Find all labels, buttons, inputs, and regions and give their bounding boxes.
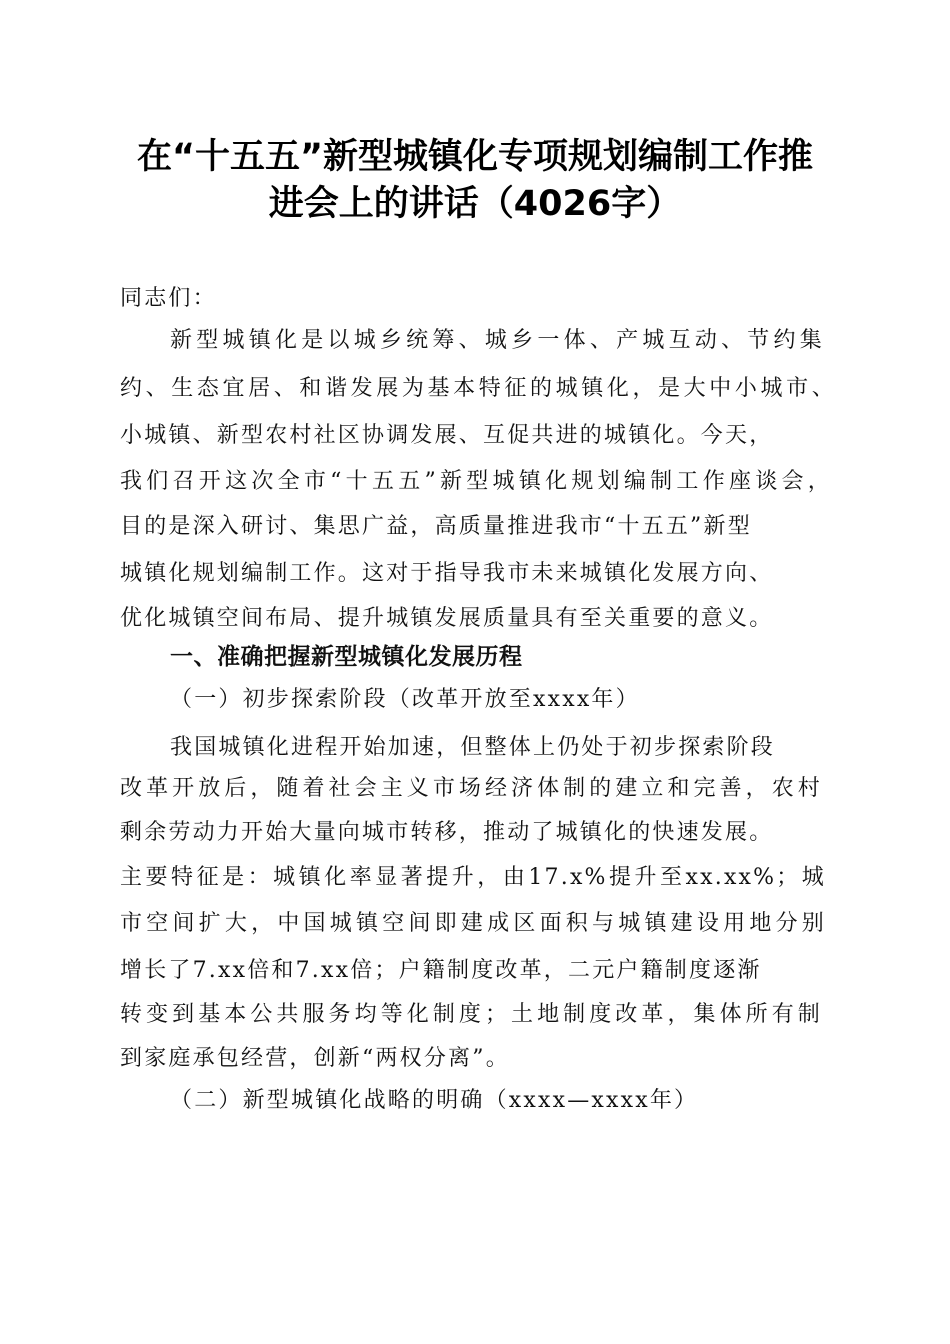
para1-line-6: 城镇化规划编制工作。这对于指导我市未来城镇化发展方向、	[120, 561, 774, 586]
para1-line-1: 新型城镇化是以城乡统筹、城乡一体、产城互动、节约集	[170, 328, 824, 353]
para1-line-7: 优化城镇空间布局、提升城镇发展质量具有至关重要的意义。	[120, 606, 774, 631]
section-heading-1: 一、准确把握新型城镇化发展历程	[170, 644, 523, 670]
para2-line-4: 主要特征是：城镇化率显著提升，由17.x%提升至xx.xx%；城	[120, 865, 826, 890]
para1-line-5: 目的是深入研讨、集思广益，高质量推进我市“十五五”新型	[120, 514, 752, 539]
para1-line-2: 约、生态宜居、和谐发展为基本特征的城镇化，是大中小城市、	[120, 376, 836, 401]
para1-line-3: 小城镇、新型农村社区协调发展、互促共进的城镇化。今天，	[120, 423, 774, 448]
salutation: 同志们：	[120, 286, 217, 311]
para2-line-2: 改革开放后，随着社会主义市场经济体制的建立和完善，农村	[120, 776, 822, 801]
para2-line-1: 我国城镇化进程开始加速，但整体上仍处于初步探索阶段	[170, 735, 776, 760]
document-title	[100, 134, 850, 228]
title-line-2: 进会上的讲话（4026字）	[268, 184, 682, 224]
subheading-1: （一）初步探索阶段（改革开放至xxxx年）	[170, 687, 640, 712]
para2-line-3: 剩余劳动力开始大量向城市转移，推动了城镇化的快速发展。	[120, 820, 774, 845]
para1-line-4: 我们召开这次全市“十五五”新型城镇化规划编制工作座谈会，	[120, 469, 832, 494]
para2-line-6: 增长了7.xx倍和7.xx倍；户籍制度改革，二元户籍制度逐渐	[120, 958, 762, 983]
para2-line-5: 市空间扩大，中国城镇空间即建成区面积与城镇建设用地分别	[120, 911, 826, 936]
subheading-2: （二）新型城镇化战略的明确（xxxx—xxxx年）	[170, 1088, 699, 1113]
para2-line-7: 转变到基本公共服务均等化制度；土地制度改革，集体所有制	[120, 1002, 822, 1027]
para2-line-8: 到家庭承包经营，创新“两权分离”。	[120, 1046, 510, 1071]
title-line-1: 在“十五五”新型城镇化专项规划编制工作推	[136, 137, 813, 177]
